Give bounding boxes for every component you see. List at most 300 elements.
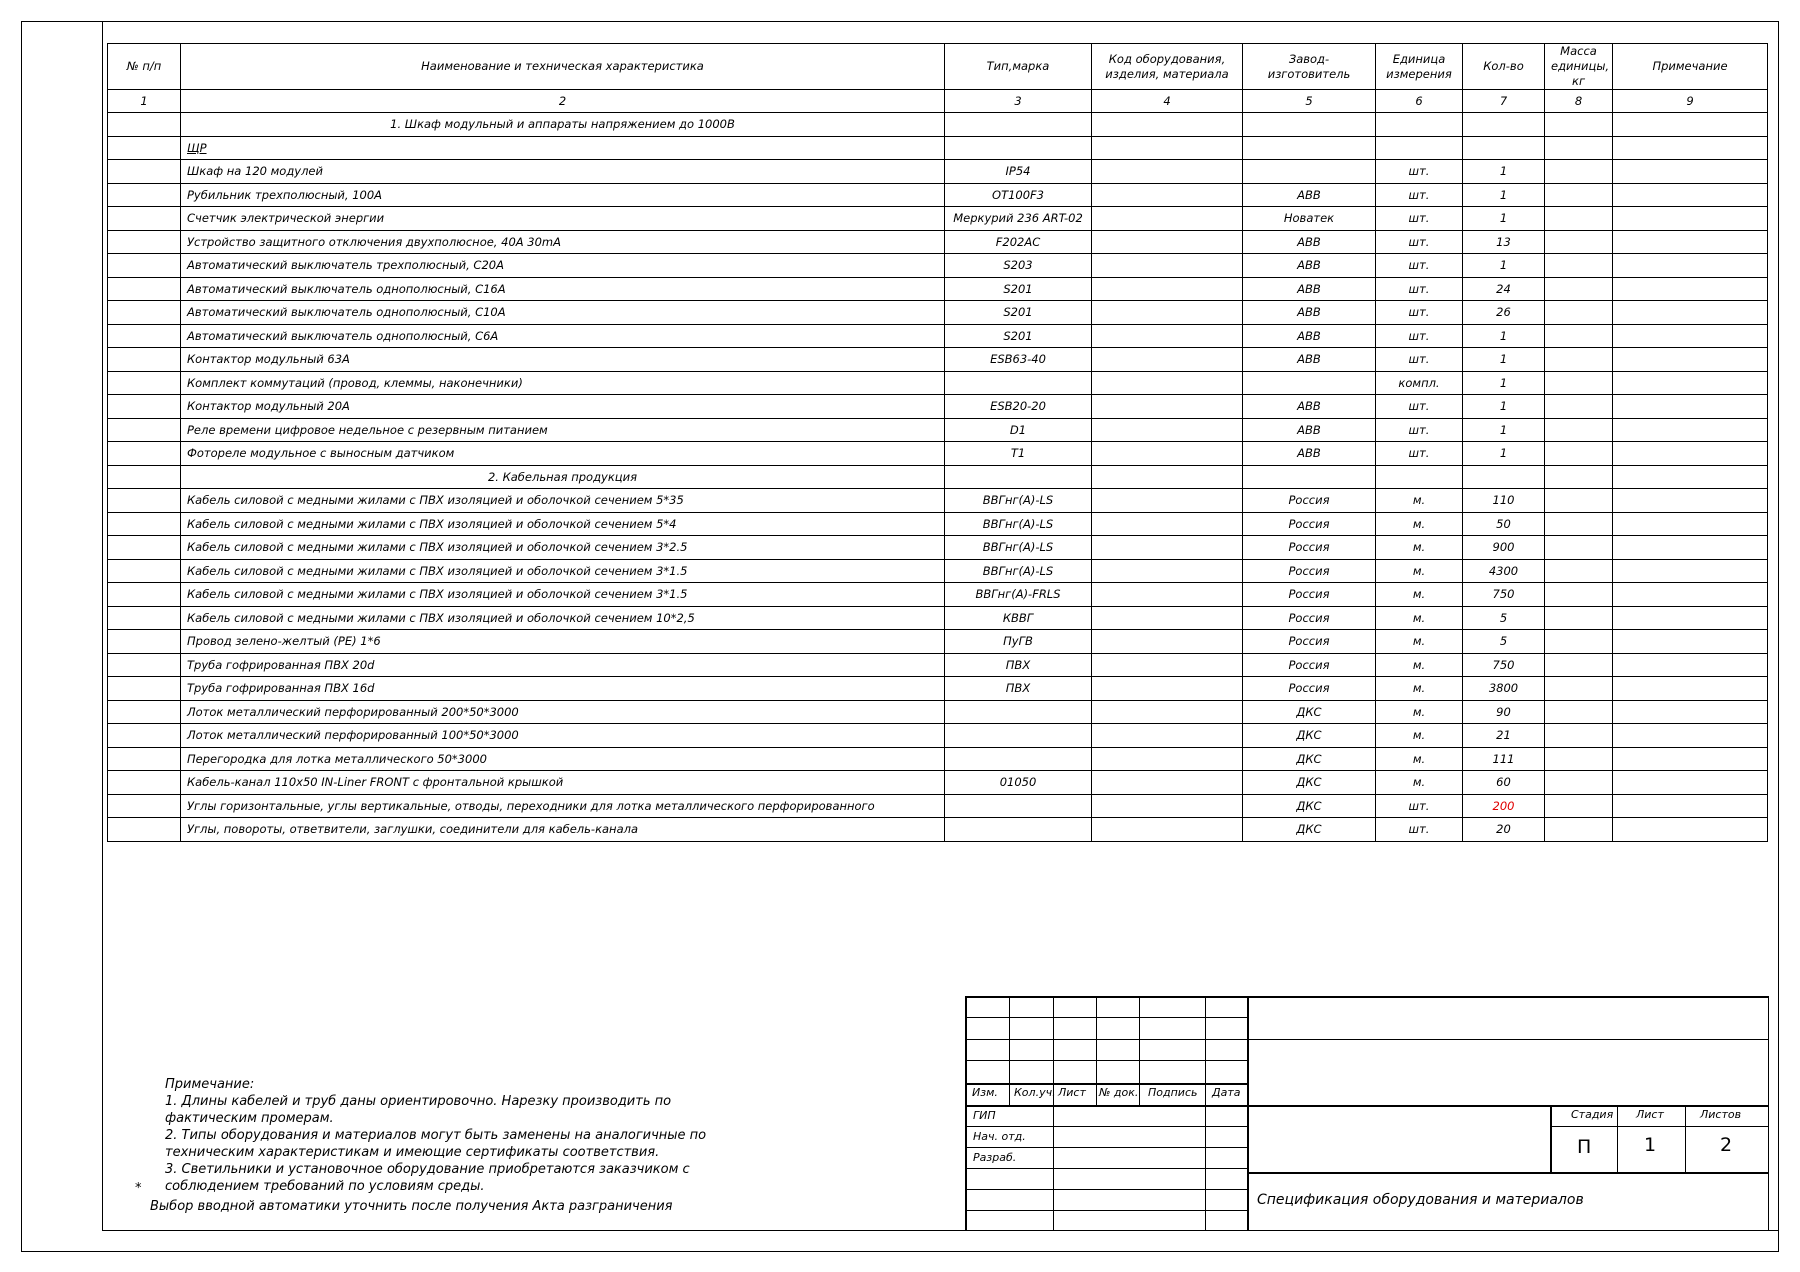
cell-qty: 750: [1463, 583, 1545, 607]
cell-qty: 5: [1463, 630, 1545, 654]
cell-empty: [1545, 136, 1613, 160]
cell-num: [108, 113, 181, 137]
cell-num: [108, 583, 181, 607]
cell-mass: [1545, 677, 1613, 701]
cell-note: [1613, 230, 1768, 254]
cell-qty: 60: [1463, 771, 1545, 795]
cell-code: [1092, 771, 1243, 795]
cell-mass: [1545, 771, 1613, 795]
cell-mass: [1545, 230, 1613, 254]
cell-qty: 1: [1463, 395, 1545, 419]
cell-mass: [1545, 559, 1613, 583]
cell-note: [1613, 489, 1768, 513]
cell-mass: [1545, 418, 1613, 442]
asterisk-mark: *: [135, 1181, 142, 1196]
cell-name: Шкаф на 120 модулей: [181, 160, 945, 184]
cell-note: [1613, 630, 1768, 654]
cell-empty: [1613, 465, 1768, 489]
cell-unit: м.: [1376, 536, 1463, 560]
cell-code: [1092, 700, 1243, 724]
cell-name: Кабель силовой с медными жилами с ПВХ изоляцией и оболочкой сечением 10*2,5: [181, 606, 945, 630]
cell-type: [945, 747, 1092, 771]
column-header: Завод-изготовитель: [1243, 44, 1376, 90]
title-block-line: [1685, 1105, 1686, 1172]
section-title: 2. Кабельная продукция: [181, 465, 945, 489]
cell-note: [1613, 324, 1768, 348]
title-block-line: [1009, 996, 1010, 1105]
cell-unit: м.: [1376, 583, 1463, 607]
title-col-label: Дата: [1212, 1086, 1241, 1099]
cell-note: [1613, 818, 1768, 842]
cell-maker: ABB: [1243, 230, 1376, 254]
cell-mass: [1545, 489, 1613, 513]
cell-num: [108, 559, 181, 583]
cell-code: [1092, 183, 1243, 207]
cell-maker: ABB: [1243, 301, 1376, 325]
cell-mass: [1545, 747, 1613, 771]
sheet-label: Лист: [1636, 1108, 1664, 1121]
cell-mass: [1545, 371, 1613, 395]
table-row: [108, 254, 1768, 278]
cell-mass: [1545, 630, 1613, 654]
cell-unit: шт.: [1376, 183, 1463, 207]
cell-note: [1613, 512, 1768, 536]
cell-maker: ABB: [1243, 277, 1376, 301]
cell-num: [108, 160, 181, 184]
cell-num: [108, 489, 181, 513]
table-row: [108, 724, 1768, 748]
cell-num: [108, 818, 181, 842]
cell-unit: м.: [1376, 771, 1463, 795]
cell-maker: ДКС: [1243, 724, 1376, 748]
cell-maker: Россия: [1243, 653, 1376, 677]
cell-unit: м.: [1376, 653, 1463, 677]
cell-type: ВВГнг(А)-LS: [945, 512, 1092, 536]
cell-type: IP54: [945, 160, 1092, 184]
sheets-value: 2: [1720, 1134, 1733, 1156]
cell-empty: [1463, 113, 1545, 137]
cell-qty: 900: [1463, 536, 1545, 560]
table-row: [108, 442, 1768, 466]
cell-code: [1092, 418, 1243, 442]
cell-num: [108, 348, 181, 372]
cell-empty: [1376, 136, 1463, 160]
cell-name: Контактор модульный 20А: [181, 395, 945, 419]
table-row: [108, 395, 1768, 419]
cell-qty: 4300: [1463, 559, 1545, 583]
cell-empty: [945, 465, 1092, 489]
table-row: [108, 136, 1768, 160]
title-block-line: [1551, 1126, 1769, 1127]
cell-note: [1613, 724, 1768, 748]
cell-note: [1613, 747, 1768, 771]
table-row: [108, 512, 1768, 536]
title-block-line: [1205, 996, 1206, 1105]
title-block-line: [1139, 996, 1140, 1105]
cell-note: [1613, 277, 1768, 301]
cell-qty: 13: [1463, 230, 1545, 254]
cell-num: [108, 371, 181, 395]
cell-type: T1: [945, 442, 1092, 466]
cell-type: [945, 700, 1092, 724]
cell-num: [108, 301, 181, 325]
note-line: 2. Типы оборудования и материалов могут быть заменены на аналогичные по: [165, 1128, 707, 1143]
cell-name: Фотореле модульное с выносным датчиком: [181, 442, 945, 466]
note-line: техническим характеристикам и имеющие сертификаты соответствия.: [165, 1145, 660, 1160]
cell-type: S201: [945, 324, 1092, 348]
cell-code: [1092, 818, 1243, 842]
title-col-label: Изм.: [972, 1086, 998, 1099]
cell-maker: Россия: [1243, 583, 1376, 607]
cell-maker: ABB: [1243, 183, 1376, 207]
title-block-line: [1247, 996, 1249, 1231]
cell-unit: м.: [1376, 677, 1463, 701]
cell-note: [1613, 418, 1768, 442]
title-block-line: [965, 996, 1769, 998]
cell-type: [945, 371, 1092, 395]
cell-num: [108, 700, 181, 724]
cell-qty: 200: [1463, 794, 1545, 818]
document-title: Спецификация оборудования и материалов: [1257, 1192, 1584, 1208]
cell-name: Углы горизонтальные, углы вертикальные, отводы, переходники для лотка металлического перфорированного: [181, 794, 945, 818]
cell-maker: ABB: [1243, 254, 1376, 278]
cell-type: S201: [945, 301, 1092, 325]
column-number-row: [108, 90, 1768, 113]
table-row: [108, 207, 1768, 231]
cell-code: [1092, 160, 1243, 184]
cell-empty: [1092, 113, 1243, 137]
cell-unit: м.: [1376, 700, 1463, 724]
cell-name: Комплект коммутаций (провод, клеммы, наконечники): [181, 371, 945, 395]
cell-empty: [1376, 465, 1463, 489]
cell-code: [1092, 583, 1243, 607]
cell-note: [1613, 301, 1768, 325]
cell-name: Кабель силовой с медными жилами с ПВХ изоляцией и оболочкой сечением 3*2.5: [181, 536, 945, 560]
cell-unit: шт.: [1376, 818, 1463, 842]
cell-type: ВВГнг(А)-LS: [945, 489, 1092, 513]
cell-num: [108, 747, 181, 771]
cell-maker: [1243, 160, 1376, 184]
notes-block: [165, 1076, 725, 1195]
cell-note: [1613, 606, 1768, 630]
group-title: [181, 136, 945, 160]
cell-code: [1092, 254, 1243, 278]
note-line: 3. Светильники и установочное оборудование приобретаются заказчиком с: [165, 1162, 690, 1177]
table-row: [108, 794, 1768, 818]
cell-unit: шт.: [1376, 301, 1463, 325]
cell-name: Кабель силовой с медными жилами с ПВХ изоляцией и оболочкой сечением 3*1.5: [181, 559, 945, 583]
cell-note: [1613, 254, 1768, 278]
cell-mass: [1545, 512, 1613, 536]
cell-type: [945, 724, 1092, 748]
title-block-line: [1247, 1172, 1769, 1174]
cell-note: [1613, 653, 1768, 677]
column-number: 4: [1092, 90, 1243, 113]
cell-mass: [1545, 700, 1613, 724]
cell-num: [108, 324, 181, 348]
table-row: [108, 348, 1768, 372]
cell-type: Меркурий 236 ART-02: [945, 207, 1092, 231]
table-row: [108, 489, 1768, 513]
cell-type: ВВГнг(А)-LS: [945, 536, 1092, 560]
header-row: [108, 44, 1768, 90]
cell-unit: м.: [1376, 489, 1463, 513]
cell-maker: ABB: [1243, 324, 1376, 348]
cell-empty: [1463, 465, 1545, 489]
column-number: 8: [1545, 90, 1613, 113]
cell-maker: ДКС: [1243, 771, 1376, 795]
column-header: Код оборудования, изделия, материала: [1092, 44, 1243, 90]
column-number: 2: [181, 90, 945, 113]
title-col-label: № док.: [1099, 1086, 1139, 1099]
cell-maker: Россия: [1243, 630, 1376, 654]
cell-name: Автоматический выключатель однополюсный, С16А: [181, 277, 945, 301]
cell-name: Кабель-канал 110х50 IN-Liner FRONT с фронтальной крышкой: [181, 771, 945, 795]
cell-maker: ДКС: [1243, 818, 1376, 842]
cell-unit: м.: [1376, 747, 1463, 771]
cell-name: Кабель силовой с медными жилами с ПВХ изоляцией и оболочкой сечением 5*4: [181, 512, 945, 536]
cell-mass: [1545, 724, 1613, 748]
cell-name: Труба гофрированная ПВХ 20d: [181, 653, 945, 677]
cell-num: [108, 418, 181, 442]
cell-name: Рубильник трехполюсный, 100А: [181, 183, 945, 207]
cell-type: ВВГнг(А)-LS: [945, 559, 1092, 583]
cell-mass: [1545, 818, 1613, 842]
title-block: [965, 996, 1769, 1231]
cell-num: [108, 724, 181, 748]
table-row: [108, 630, 1768, 654]
cell-num: [108, 512, 181, 536]
table-row: [108, 559, 1768, 583]
cell-name: Лоток металлический перфорированный 200*50*3000: [181, 700, 945, 724]
cell-empty: [945, 113, 1092, 137]
title-block-line: [1617, 1105, 1618, 1172]
cell-unit: шт.: [1376, 794, 1463, 818]
cell-unit: шт.: [1376, 395, 1463, 419]
cell-maker: Россия: [1243, 512, 1376, 536]
cell-type: [945, 794, 1092, 818]
cell-num: [108, 254, 181, 278]
sheets-label: Листов: [1700, 1108, 1742, 1121]
stage-value: П: [1577, 1136, 1592, 1158]
cell-type: КВВГ: [945, 606, 1092, 630]
cell-maker: ABB: [1243, 395, 1376, 419]
cell-num: [108, 277, 181, 301]
cell-mass: [1545, 442, 1613, 466]
column-number: 7: [1463, 90, 1545, 113]
cell-name: Автоматический выключатель однополюсный, С10А: [181, 301, 945, 325]
cell-qty: 5: [1463, 606, 1545, 630]
cell-note: [1613, 207, 1768, 231]
cell-unit: шт.: [1376, 418, 1463, 442]
cell-num: [108, 136, 181, 160]
stage-label: Стадия: [1571, 1108, 1614, 1121]
cell-num: [108, 606, 181, 630]
cell-num: [108, 653, 181, 677]
cell-maker: Новатек: [1243, 207, 1376, 231]
cell-mass: [1545, 395, 1613, 419]
cell-type: [945, 818, 1092, 842]
table-row: [108, 653, 1768, 677]
notes-heading: Примечание:: [165, 1077, 255, 1092]
column-header: Примечание: [1613, 44, 1768, 90]
table-row: [108, 113, 1768, 137]
cell-type: ПВХ: [945, 677, 1092, 701]
cell-unit: шт.: [1376, 230, 1463, 254]
cell-mass: [1545, 183, 1613, 207]
cell-mass: [1545, 301, 1613, 325]
cell-note: [1613, 559, 1768, 583]
cell-unit: м.: [1376, 606, 1463, 630]
cell-mass: [1545, 606, 1613, 630]
table-row: [108, 301, 1768, 325]
cell-code: [1092, 442, 1243, 466]
cell-type: ВВГнг(А)-FRLS: [945, 583, 1092, 607]
cell-note: [1613, 371, 1768, 395]
cell-qty: 1: [1463, 254, 1545, 278]
role-label: Разраб.: [973, 1151, 1017, 1164]
cell-name: Углы, повороты, ответвители, заглушки, соединители для кабель-канала: [181, 818, 945, 842]
cell-name: Труба гофрированная ПВХ 16d: [181, 677, 945, 701]
cell-type: D1: [945, 418, 1092, 442]
cell-empty: [1613, 113, 1768, 137]
cell-name: Устройство защитного отключения двухполюсное, 40А 30mA: [181, 230, 945, 254]
cell-mass: [1545, 160, 1613, 184]
cell-code: [1092, 489, 1243, 513]
cell-unit: м.: [1376, 512, 1463, 536]
cell-empty: [1243, 136, 1376, 160]
cell-qty: 90: [1463, 700, 1545, 724]
table-row: [108, 160, 1768, 184]
table-row: [108, 324, 1768, 348]
cell-code: [1092, 348, 1243, 372]
cell-code: [1092, 794, 1243, 818]
cell-num: [108, 677, 181, 701]
cell-type: ESB20-20: [945, 395, 1092, 419]
title-block-line: [1096, 996, 1097, 1105]
table-row: [108, 371, 1768, 395]
cell-name: Автоматический выключатель однополюсный, С6А: [181, 324, 945, 348]
cell-code: [1092, 724, 1243, 748]
title-col-label: Подпись: [1148, 1086, 1198, 1099]
table-row: [108, 818, 1768, 842]
cell-note: [1613, 700, 1768, 724]
cell-num: [108, 183, 181, 207]
cell-maker: Россия: [1243, 536, 1376, 560]
specification-table: [107, 43, 1768, 842]
table-row: [108, 183, 1768, 207]
cell-code: [1092, 371, 1243, 395]
cell-mass: [1545, 207, 1613, 231]
cell-note: [1613, 442, 1768, 466]
cell-num: [108, 442, 181, 466]
column-header: Наименование и техническая характеристика: [181, 44, 945, 90]
table-row: [108, 700, 1768, 724]
cell-code: [1092, 230, 1243, 254]
cell-type: 01050: [945, 771, 1092, 795]
cell-code: [1092, 277, 1243, 301]
cell-qty: 110: [1463, 489, 1545, 513]
cell-empty: [1545, 113, 1613, 137]
table-row: [108, 677, 1768, 701]
extra-note: Выбор вводной автоматики уточнить после получения Акта разграничения: [150, 1199, 673, 1214]
column-number: 5: [1243, 90, 1376, 113]
table-row: [108, 583, 1768, 607]
title-col-label: Лист: [1058, 1086, 1086, 1099]
title-col-label: Кол.уч.: [1014, 1086, 1056, 1099]
cell-num: [108, 536, 181, 560]
cell-code: [1092, 512, 1243, 536]
cell-qty: 21: [1463, 724, 1545, 748]
cell-empty: [1092, 136, 1243, 160]
cell-maker: Россия: [1243, 559, 1376, 583]
cell-qty: 750: [1463, 653, 1545, 677]
cell-qty: 1: [1463, 371, 1545, 395]
cell-qty: 24: [1463, 277, 1545, 301]
cell-note: [1613, 583, 1768, 607]
column-number: 6: [1376, 90, 1463, 113]
table-row: [108, 277, 1768, 301]
group-label: ЩР: [187, 140, 207, 155]
cell-qty: 3800: [1463, 677, 1545, 701]
cell-code: [1092, 559, 1243, 583]
cell-code: [1092, 653, 1243, 677]
cell-empty: [1613, 136, 1768, 160]
cell-num: [108, 630, 181, 654]
cell-note: [1613, 536, 1768, 560]
cell-maker: ABB: [1243, 442, 1376, 466]
cell-type: ESB63-40: [945, 348, 1092, 372]
cell-mass: [1545, 653, 1613, 677]
title-block-line: [1768, 996, 1770, 1231]
cell-code: [1092, 301, 1243, 325]
cell-unit: компл.: [1376, 371, 1463, 395]
cell-qty: 20: [1463, 818, 1545, 842]
table-row: [108, 230, 1768, 254]
cell-empty: [1243, 113, 1376, 137]
title-block-line: [1550, 1105, 1552, 1172]
cell-mass: [1545, 583, 1613, 607]
column-number: 3: [945, 90, 1092, 113]
cell-unit: шт.: [1376, 277, 1463, 301]
cell-qty: 1: [1463, 324, 1545, 348]
table-row: [108, 747, 1768, 771]
cell-unit: м.: [1376, 559, 1463, 583]
cell-maker: ДКС: [1243, 794, 1376, 818]
cell-empty: [1545, 465, 1613, 489]
cell-type: S203: [945, 254, 1092, 278]
cell-note: [1613, 395, 1768, 419]
cell-maker: ДКС: [1243, 747, 1376, 771]
cell-type: OT100F3: [945, 183, 1092, 207]
column-header: Единица измерения: [1376, 44, 1463, 90]
role-label: ГИП: [973, 1109, 996, 1122]
cell-num: [108, 465, 181, 489]
cell-unit: шт.: [1376, 442, 1463, 466]
cell-name: Кабель силовой с медными жилами с ПВХ изоляцией и оболочкой сечением 5*35: [181, 489, 945, 513]
cell-empty: [1463, 136, 1545, 160]
table-row: [108, 465, 1768, 489]
cell-type: ПВХ: [945, 653, 1092, 677]
table-row: [108, 771, 1768, 795]
cell-code: [1092, 677, 1243, 701]
cell-num: [108, 794, 181, 818]
cell-code: [1092, 747, 1243, 771]
section-title: 1. Шкаф модульный и аппараты напряжением до 1000В: [181, 113, 945, 137]
cell-mass: [1545, 324, 1613, 348]
cell-name: Лоток металлический перфорированный 100*50*3000: [181, 724, 945, 748]
cell-empty: [945, 136, 1092, 160]
